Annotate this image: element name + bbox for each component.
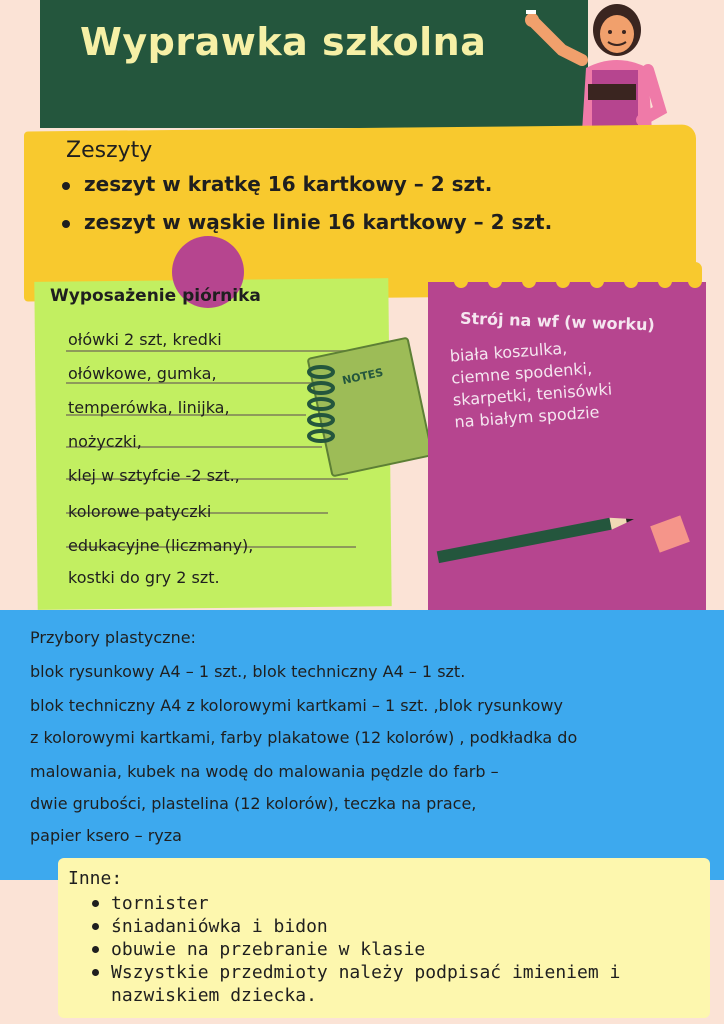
bullet-icon bbox=[92, 923, 99, 930]
list-item: śniadaniówka i bidon bbox=[92, 915, 692, 938]
divider bbox=[66, 350, 348, 352]
list-item: kostki do gry 2 szt. bbox=[68, 568, 220, 587]
inne-list bbox=[92, 892, 692, 1007]
bullet-icon bbox=[92, 969, 99, 976]
zeszyty-list bbox=[62, 172, 552, 248]
list-item: ołówkowe, gumka, bbox=[68, 364, 217, 383]
list-item: tornister bbox=[92, 892, 692, 915]
wf-text: biała koszulka, ciemne spodenki, skarpetki, tenisówki na białym spodzie bbox=[449, 338, 613, 432]
bullet-icon bbox=[62, 220, 70, 228]
ring-icon bbox=[488, 262, 502, 288]
ring-icon bbox=[522, 262, 536, 288]
inne-title: Inne: bbox=[68, 868, 123, 889]
spiral-icon bbox=[304, 360, 338, 460]
list-item: obuwie na przebranie w klasie bbox=[92, 938, 692, 961]
page-title: Wyprawka szkolna bbox=[80, 20, 487, 64]
pencil-icon bbox=[432, 510, 642, 566]
list-item: zeszyt w wąskie linie 16 kartkowy – 2 szt. bbox=[62, 210, 552, 234]
list-item: kolorowe patyczki bbox=[68, 502, 212, 521]
ring-icon bbox=[556, 262, 570, 288]
bullet-icon bbox=[62, 182, 70, 190]
wf-title: Strój na wf (w worku) bbox=[459, 308, 656, 335]
bullet-icon bbox=[92, 946, 99, 953]
list-item: ołówki 2 szt, kredki bbox=[68, 330, 222, 349]
ring-icon bbox=[688, 262, 702, 288]
list-item: klej w sztyfcie -2 szt., bbox=[68, 466, 240, 485]
bullet-icon bbox=[92, 900, 99, 907]
plastyka-line: z kolorowymi kartkami, farby plakatowe (12 kolorów) , podkładka do bbox=[30, 728, 578, 747]
list-item: edukacyjne (liczmany), bbox=[68, 536, 254, 555]
plastyka-line: papier ksero – ryza bbox=[30, 826, 182, 845]
list-item: temperówka, linijka, bbox=[68, 398, 230, 417]
ring-icon bbox=[590, 262, 604, 288]
plastyka-line: blok rysunkowy A4 – 1 szt., blok techniczny A4 – 1 szt. bbox=[30, 662, 466, 681]
list-item: nożyczki, bbox=[68, 432, 142, 451]
plastyka-line: dwie grubości, plastelina (12 kolorów), teczka na prace, bbox=[30, 794, 477, 813]
notebook-label: NOTES bbox=[341, 365, 385, 388]
plastyka-title: Przybory plastyczne: bbox=[30, 628, 196, 647]
piornik-title: Wyposażenie piórnika bbox=[50, 286, 261, 306]
plastyka-line: blok techniczny A4 z kolorowymi kartkami – 1 szt. ,blok rysunkowy bbox=[30, 696, 563, 715]
zeszyty-title: Zeszyty bbox=[66, 138, 153, 163]
list-item: Wszystkie przedmioty należy podpisać imieniem i nazwiskiem dziecka. bbox=[92, 961, 692, 1007]
plastyka-line: malowania, kubek na wodę do malowania pędzle do farb – bbox=[30, 762, 499, 781]
list-item: zeszyt w kratkę 16 kartkowy – 2 szt. bbox=[62, 172, 552, 196]
ring-icon bbox=[454, 262, 468, 288]
teacher-illustration bbox=[522, 0, 672, 132]
ring-icon bbox=[624, 262, 638, 288]
ring-icon bbox=[658, 262, 672, 288]
